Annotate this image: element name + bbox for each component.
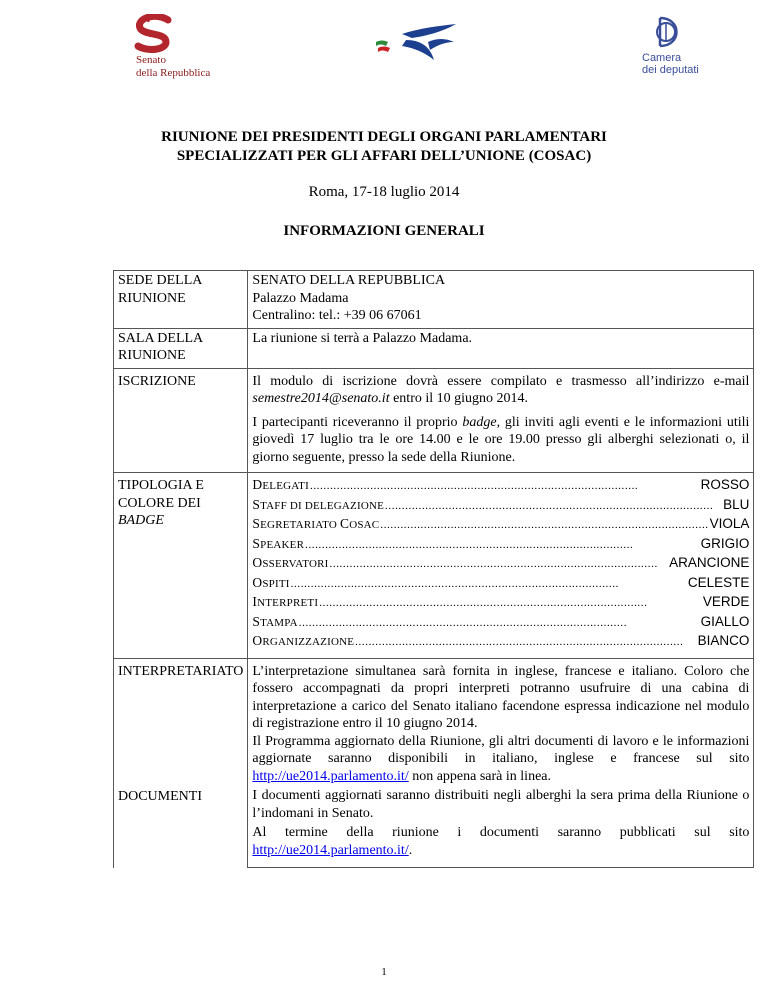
badge-row	[252, 574, 749, 594]
badge-role	[252, 574, 289, 594]
badge-role-cap: S	[252, 496, 261, 512]
registration-email: semestre2014@senato.it	[252, 391, 390, 406]
iscrizione-label: ISCRIZIONE	[114, 368, 248, 473]
table-row-interpretariato	[114, 658, 754, 868]
iscrizione-paragraph-2	[252, 414, 749, 467]
sala-label: SALA DELLA RIUNIONE	[114, 328, 248, 368]
badge-role-rest: SPITI	[262, 577, 290, 590]
leader-dots: ..................................................................................................	[309, 480, 639, 492]
badge-role-cap: S	[252, 613, 261, 629]
leader-dots: ..................................................................................................	[329, 558, 658, 570]
presidency-logo	[372, 20, 460, 66]
senato-s-icon	[126, 14, 186, 54]
document-subtitle: Roma, 17-18 luglio 2014	[308, 184, 460, 200]
documenti-text-1a: Il Programma aggiornato della Riunione, gli altri documenti di lavoro e le informazioni aggiornate saranno disponibili in italiano, inglese e francese sul sito	[252, 733, 750, 766]
badge-row	[252, 496, 749, 516]
senato-logo	[124, 14, 214, 79]
badge-color: VIOLA	[709, 516, 750, 531]
sede-line-3: Centralino: tel.: +39 06 67061	[252, 308, 422, 323]
badge-list	[248, 473, 754, 659]
iscrizione-text-2b: , gli inviti agli eventi e le informazioni utili giovedì 17 luglio tra le ore 14.00 e le ore 19.00 presso gli alberghi selezionati o, il giorno seguente, presso la sede della Riunione.	[252, 414, 750, 465]
iscrizione-paragraph-1	[252, 373, 749, 408]
badge-role	[252, 554, 328, 574]
camera-logo	[636, 12, 716, 78]
table-row-sede	[114, 271, 754, 329]
documenti-text-3b: .	[408, 842, 413, 858]
badge-color: CELESTE	[687, 574, 750, 590]
badge-role	[252, 515, 379, 535]
table-row-iscrizione	[114, 368, 754, 473]
badge-role-rest: ELEGATI	[262, 480, 309, 492]
interpretariato-documenti-value	[248, 658, 754, 868]
tipologia-label-badge: BADGE	[118, 513, 164, 528]
tipologia-label-text: COLORE DEI	[118, 495, 201, 511]
iscrizione-text-2a: I partecipanti riceveranno il proprio	[252, 414, 463, 430]
badge-color: BLU	[723, 496, 750, 512]
iscrizione-text-1b: entro il 10 giugno 2014.	[389, 391, 529, 406]
tipologia-label-line-1: TIPOLOGIA E	[118, 478, 204, 493]
badge-color: ARANCIONE	[669, 555, 750, 570]
iscrizione-badge-word: badge	[462, 414, 497, 430]
leader-dots: ..................................................................................................	[385, 499, 714, 512]
page-number: 1	[381, 966, 387, 978]
badge-role-rest: SSERVATORI	[262, 558, 329, 570]
interpretariato-label-text: INTERPRETARIATO	[118, 663, 244, 679]
badge-role-cap: D	[252, 477, 263, 492]
badge-row	[252, 535, 749, 555]
parlamento-site-link[interactable]: http://ue2014.parlamento.it/	[252, 842, 409, 858]
badge-role-rest: NTERPRETI	[257, 597, 319, 609]
sede-line-2: Palazzo Madama	[252, 290, 349, 306]
badge-role	[252, 613, 297, 633]
badge-role-cap: S	[252, 516, 261, 531]
badge-role-cap: I	[252, 594, 258, 609]
badge-color: GIALLO	[700, 613, 750, 629]
badge-role-cap: S	[252, 535, 261, 551]
badge-role-cap: O	[252, 633, 263, 648]
leader-dots: ..................................................................................................	[355, 636, 684, 648]
sede-value	[248, 271, 754, 329]
badge-row	[252, 476, 749, 496]
title-line-1: RIUNIONE DEI PRESIDENTI DEGLI ORGANI PARLAMENTARI	[161, 129, 607, 145]
sede-line-1: SENATO DELLA REPUBBLICA	[252, 273, 446, 288]
documenti-text-3a: Al termine della riunione i documenti saranno pubblicati sul sito	[252, 825, 750, 840]
badge-row	[252, 613, 749, 633]
badge-color: BIANCO	[697, 633, 750, 648]
badge-role-cap: O	[252, 574, 263, 590]
interpretariato-value: L’interpretazione simultanea sarà fornita in inglese, francese e italiano. Coloro che fossero accompagnati da propri interpreti potranno usufruire di una cabina di interpretazione a carico del Senato italiano facendone espressa indicazione nel modulo di registrazione entro il 10 giugno 2014.	[252, 663, 750, 731]
parlamento-site-link[interactable]: http://ue2014.parlamento.it/	[252, 768, 409, 784]
info-table	[113, 270, 754, 868]
sala-value: La riunione si terrà a Palazzo Madama.	[248, 328, 754, 368]
interpretariato-label	[114, 658, 248, 868]
leader-dots: ..................................................................................................	[380, 519, 709, 531]
table-row-tipologia	[114, 473, 754, 659]
badge-role	[252, 535, 304, 555]
badge-role-rest: RGANIZZAZIONE	[262, 636, 355, 648]
documenti-paragraph-1	[252, 733, 749, 786]
badge-row	[252, 632, 749, 652]
leader-dots: ..................................................................................................	[319, 597, 648, 609]
badge-role-rest: TAMPA	[260, 616, 298, 629]
table-row-sala	[114, 328, 754, 368]
badge-role-cap: C	[339, 516, 350, 531]
badge-role-cap: O	[252, 555, 263, 570]
badge-row	[252, 554, 749, 574]
badge-row	[252, 515, 749, 535]
camera-logo-line1: Camera	[642, 52, 682, 64]
badge-role-rest: TAFF DI DELEGAZIONE	[260, 499, 385, 512]
badge-color: ROSSO	[700, 477, 750, 492]
leader-dots: ..................................................................................................	[290, 577, 619, 590]
badge-role	[252, 593, 318, 613]
badge-color: GRIGIO	[700, 535, 750, 551]
badge-role	[252, 476, 309, 496]
sede-label: SEDE DELLA RIUNIONE	[114, 271, 248, 329]
leader-dots: ..................................................................................................	[298, 616, 628, 629]
documenti-paragraph-2: I documenti aggiornati saranno distribuiti negli alberghi la sera prima della Riunione o l’indomani in Senato.	[252, 788, 750, 821]
senato-logo-line1: Senato	[136, 54, 166, 66]
badge-role	[252, 632, 354, 652]
badge-role-rest: OSAC	[349, 519, 380, 531]
title-line-2: SPECIALIZZATI PER GLI AFFARI DELL’UNIONE (COSAC)	[176, 148, 592, 164]
documenti-text-1b: non appena sarà in linea.	[408, 768, 551, 784]
iscrizione-text-1a: Il modulo di iscrizione dovrà essere compilato e trasmesso all’indirizzo e-mail	[252, 373, 750, 389]
document-title	[0, 128, 768, 166]
camera-logo-line2: dei deputati	[642, 64, 699, 76]
section-heading: INFORMAZIONI GENERALI	[283, 223, 485, 239]
senato-logo-line2: della Repubblica	[136, 67, 211, 79]
badge-role-rest: PEAKER	[260, 538, 305, 551]
swallow-bird-icon	[372, 20, 460, 66]
documenti-paragraph-3	[252, 824, 749, 859]
documenti-label: DOCUMENTI	[118, 789, 202, 804]
badge-role	[252, 496, 384, 516]
badge-row	[252, 593, 749, 613]
badge-color: VERDE	[702, 594, 750, 609]
camera-emblem-icon	[652, 12, 692, 52]
tipologia-label-line-2	[118, 495, 243, 530]
iscrizione-value	[248, 368, 754, 473]
leader-dots: ..................................................................................................	[305, 538, 634, 551]
badge-role-rest: EGRETARIATO	[260, 519, 340, 531]
tipologia-label	[114, 473, 248, 659]
